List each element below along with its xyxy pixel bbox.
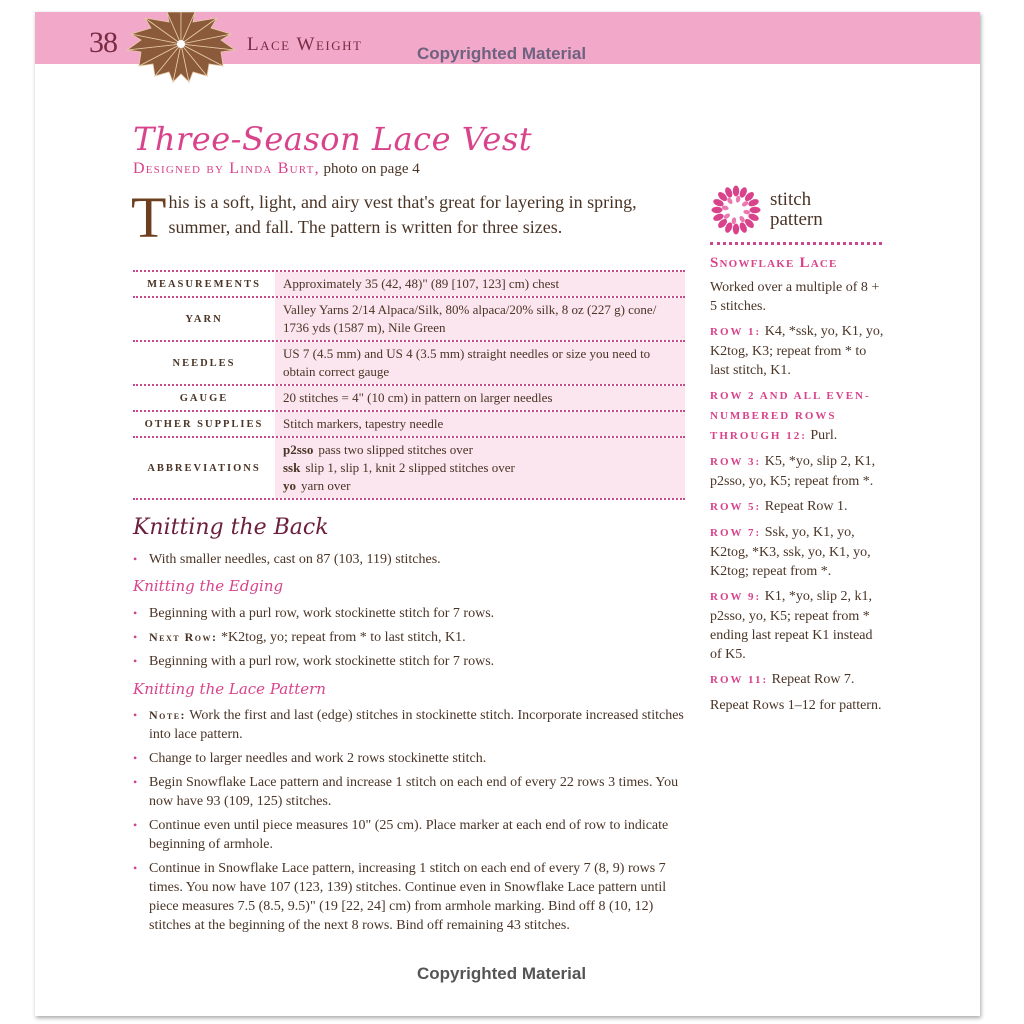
spec-row-other-supplies xyxy=(133,410,685,436)
spec-row-abbreviations xyxy=(133,436,685,500)
instruction-item: • Next Row: *K2tog, yo; repeat from * to last stitch, K1. xyxy=(133,628,693,647)
instruction-item: • Continue in Snowflake Lace pattern, increasing 1 stitch on each end of every 7 (8, 9) rows 7 times. You now have 107 (123, 139) stitches. Continue even in Snowflake Lace pattern until piece measures 7.5 (8.5, 9.5)" (19 [22, 24] cm) from armhole marking. Bind off 8 (10, 12) stitches at the beginning of the next 8 rows. Bind off remaining 43 stitches. xyxy=(133,859,693,935)
row-label: ROW 3: xyxy=(710,456,762,468)
row-instruction: ROW 5: Repeat Row 1. xyxy=(710,499,848,514)
instruction-item: • With smaller needles, cast on 87 (103, 119) stitches. xyxy=(133,550,693,569)
abbreviation-term: ssk xyxy=(283,460,301,475)
abbreviation-meaning: yarn over xyxy=(301,478,351,493)
dotted-divider xyxy=(710,242,882,245)
copyright-watermark-bottom: Copyrighted Material xyxy=(417,964,587,983)
cast-on-list xyxy=(133,550,693,574)
intro-text: his is a soft, light, and airy vest that's great for layering in spring, summer, and fall. The pattern is written for three sizes. xyxy=(168,192,637,237)
spec-label: YARN xyxy=(185,313,223,325)
pink-snowflake-flower-icon xyxy=(710,184,762,236)
abbreviation-term: yo xyxy=(283,478,296,493)
drop-cap: T xyxy=(131,185,167,250)
edging-steps xyxy=(133,604,693,676)
lace-steps xyxy=(133,706,693,940)
spec-label: ABBREVIATIONS xyxy=(147,462,261,474)
photo-reference: photo on page 4 xyxy=(323,161,420,177)
row-label: ROW 9: xyxy=(710,591,762,603)
spec-row-measurements xyxy=(133,270,685,296)
copyright-watermark-top: Copyrighted Material xyxy=(417,44,587,63)
section-title: Lace Weight xyxy=(247,34,363,55)
spec-value: 20 stitches = 4" (10 cm) in pattern on larger needles xyxy=(275,386,685,410)
stitch-pattern-sidebar xyxy=(710,184,885,721)
instruction-item: • Note: Work the first and last (edge) stitches in stockinette stitch. Incorporate increased stitches into lace pattern. xyxy=(133,706,693,744)
brown-lotus-flower-icon xyxy=(125,12,237,84)
row-instruction: ROW 3: K5, *yo, slip 2, K1, p2sso, yo, K5; repeat from *. xyxy=(710,454,876,489)
pattern-repeat-note: Repeat Rows 1–12 for pattern. xyxy=(710,698,882,713)
stitch-multiple: Worked over a multiple of 8 + 5 stitches. xyxy=(710,280,880,314)
intro-paragraph xyxy=(131,185,701,250)
row-instruction: ROW 7: Ssk, yo, K1, yo, K2tog, *K3, ssk, yo, K1, yo, K2tog; repeat from *. xyxy=(710,525,871,579)
stitch-pattern-name: Snowflake Lace xyxy=(710,255,838,271)
row-instruction: ROW 1: K4, *ssk, yo, K1, yo, K2tog, K3; repeat from * to last stitch, K1. xyxy=(710,324,884,378)
spec-row-needles xyxy=(133,340,685,384)
spec-value: Approximately 35 (42, 48)" (89 [107, 123] cm) chest xyxy=(275,272,685,296)
instruction-item: • Begin Snowflake Lace pattern and increase 1 stitch on each end of every 22 rows 3 times. You now have 93 (109, 125) stitches. xyxy=(133,773,693,811)
row-label: ROW 5: xyxy=(710,501,762,513)
step-prefix: Next Row: xyxy=(149,630,218,644)
book-page xyxy=(35,12,980,1016)
sidebar-title-line2: pattern xyxy=(770,209,823,230)
sidebar-header xyxy=(710,184,885,242)
spec-label: GAUGE xyxy=(179,392,229,404)
instruction-item: • Beginning with a purl row, work stockinette stitch for 7 rows. xyxy=(133,652,693,671)
abbreviation-meaning: slip 1, slip 1, knit 2 slipped stitches over xyxy=(305,460,515,475)
specs-table xyxy=(133,270,685,500)
instruction-item: • Beginning with a purl row, work stockinette stitch for 7 rows. xyxy=(133,604,693,623)
row-label: ROW 11: xyxy=(710,674,769,686)
row-instruction: ROW 2 AND ALL EVEN-NUMBERED ROWS THROUGH 12: Purl. xyxy=(710,390,871,443)
row-label: ROW 7: xyxy=(710,527,762,539)
row-instruction: ROW 11: Repeat Row 7. xyxy=(710,672,855,687)
step-prefix: Note: xyxy=(149,708,187,722)
spec-value xyxy=(275,438,685,498)
spec-value: Valley Yarns 2/14 Alpaca/Silk, 80% alpaca/20% silk, 8 oz (227 g) cone/ 1736 yds (1587 m), Nile Green xyxy=(275,298,685,340)
instruction-item: • Change to larger needles and work 2 rows stockinette stitch. xyxy=(133,749,693,768)
heading-knitting-the-back: Knitting the Back xyxy=(133,515,329,540)
spec-label: OTHER SUPPLIES xyxy=(144,418,264,430)
abbreviation-item xyxy=(283,477,677,495)
abbreviation-item xyxy=(283,441,677,459)
byline xyxy=(133,160,420,178)
abbreviation-meaning: pass two slipped stitches over xyxy=(318,442,473,457)
spec-label: MEASUREMENTS xyxy=(147,278,261,290)
row-instruction: ROW 9: K1, *yo, slip 2, k1, p2sso, yo, K5; repeat from * ending last repeat K1 instead of K5. xyxy=(710,589,873,662)
heading-knitting-the-lace-pattern: Knitting the Lace Pattern xyxy=(133,680,326,698)
instruction-item: • Continue even until piece measures 10" (25 cm). Place marker at each end of row to indicate beginning of armhole. xyxy=(133,816,693,854)
spec-label: NEEDLES xyxy=(172,357,236,369)
designer-credit: Designed by Linda Burt, xyxy=(133,160,320,177)
heading-knitting-the-edging: Knitting the Edging xyxy=(133,577,284,595)
row-label: ROW 2 AND ALL EVEN-NUMBERED ROWS THROUGH 12: xyxy=(710,390,871,442)
spec-row-gauge xyxy=(133,384,685,410)
row-label: ROW 1: xyxy=(710,326,762,338)
spec-row-yarn xyxy=(133,296,685,340)
pattern-title: Three-Season Lace Vest xyxy=(133,120,533,158)
sidebar-title-line1: stitch xyxy=(770,189,812,210)
sidebar-title xyxy=(770,190,823,230)
spec-value: US 7 (4.5 mm) and US 4 (3.5 mm) straight needles or size you need to obtain correct gauge xyxy=(275,342,685,384)
abbreviation-term: p2sso xyxy=(283,442,314,457)
page-number: 38 xyxy=(89,26,117,59)
spec-value: Stitch markers, tapestry needle xyxy=(275,412,685,436)
abbreviation-item xyxy=(283,459,677,477)
